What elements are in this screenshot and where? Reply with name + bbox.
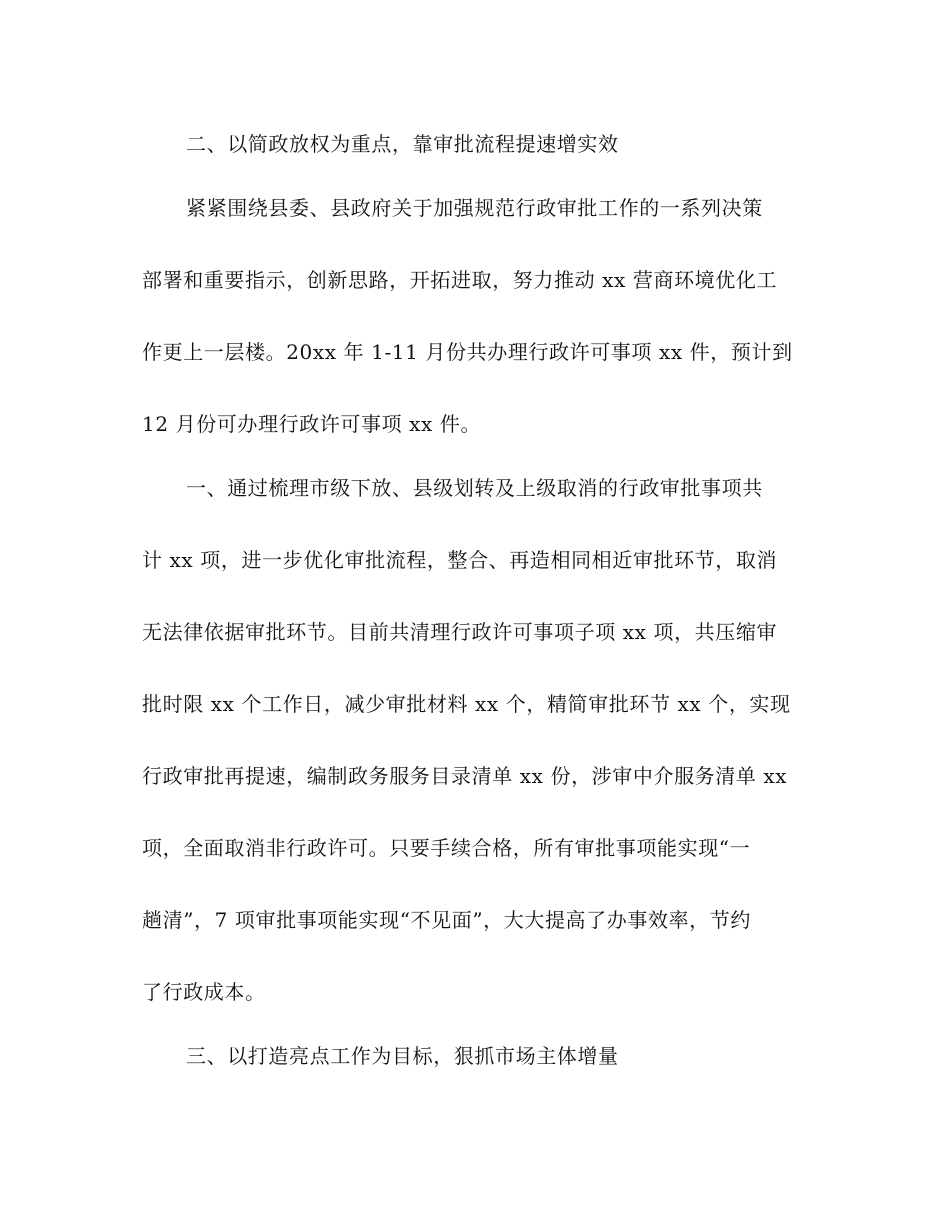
paragraph-line: 紧紧围绕县委、县政府关于加强规范行政审批工作的一系列决策 [186, 196, 763, 220]
paragraph-line: 批时限 xx 个工作日，减少审批材料 xx 个，精简审批环节 xx 个，实现 [142, 692, 791, 716]
paragraph-line: 趟清”，7 项审批事项能实现“不见面”，大大提高了办事效率，节约 [142, 908, 751, 932]
paragraph-line: 项，全面取消非行政许可。只要手续合格，所有审批事项能实现“一 [142, 836, 751, 860]
paragraph-line: 部署和重要指示，创新思路，开拓进取，努力推动 xx 营商环境优化工 [142, 268, 778, 292]
section-heading-2: 二、以简政放权为重点，靠审批流程提速增实效 [186, 132, 619, 156]
paragraph-line: 一、通过梳理市级下放、县级划转及上级取消的行政审批事项共 [186, 476, 763, 500]
paragraph-line: 了行政成本。 [142, 980, 266, 1004]
paragraph-line: 行政审批再提速，编制政务服务目录清单 xx 份，涉审中介服务清单 xx [142, 764, 788, 788]
section-heading-3: 三、以打造亮点工作为目标，狠抓市场主体增量 [186, 1044, 619, 1068]
paragraph-line: 计 xx 项，进一步优化审批流程，整合、再造相同相近审批环节，取消 [142, 548, 778, 572]
paragraph-line: 无法律依据审批环节。目前共清理行政许可事项子项 xx 项，共压缩审 [142, 620, 778, 644]
paragraph-line: 作更上一层楼。20xx 年 1-11 月份共办理行政许可事项 xx 件，预计到 [142, 340, 793, 364]
paragraph-line: 12 月份可办理行政许可事项 xx 件。 [142, 412, 482, 436]
